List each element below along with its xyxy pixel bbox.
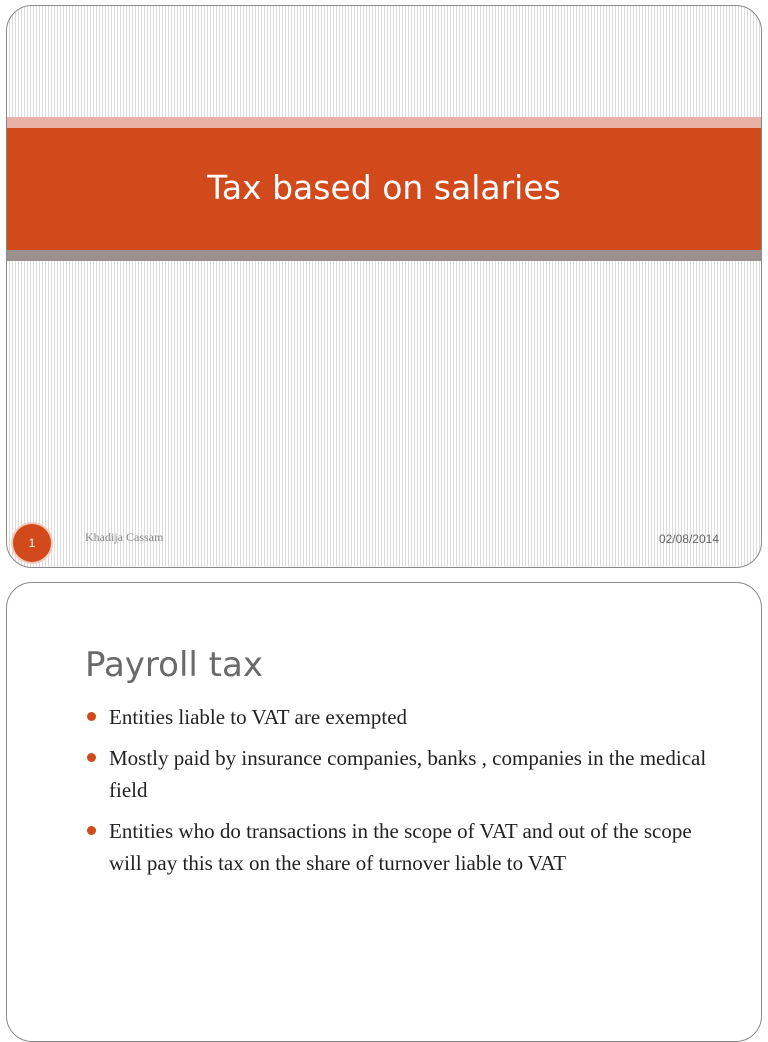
bullet-text: Entities liable to VAT are exempted — [109, 705, 408, 729]
footer-author: Khadija Cassam — [85, 530, 164, 544]
title-band-bottom-stripe — [7, 250, 761, 261]
title-slide — [6, 5, 762, 568]
content-slide — [6, 582, 762, 1042]
bullet-text: Mostly paid by insurance companies, banks , companies in the medical field — [109, 746, 707, 802]
content-slide-title: Payroll tax — [85, 645, 263, 685]
bullet-text: Entities who do transactions in the scope of VAT and out of the scope will pay this tax on the share of turnover liable to VAT — [109, 819, 692, 875]
list-item — [87, 742, 717, 806]
footer-date: 02/08/2014 — [658, 532, 719, 546]
bullet-list — [87, 701, 717, 888]
bullet-dot-icon — [87, 826, 96, 835]
title-band-top-stripe — [7, 117, 761, 128]
bullet-dot-icon — [87, 753, 96, 762]
bullet-dot-icon — [87, 712, 96, 721]
list-item — [87, 701, 717, 733]
slide-number-badge: 1 — [13, 524, 51, 562]
slide-title: Tax based on salaries — [207, 168, 561, 207]
list-item — [87, 815, 717, 879]
